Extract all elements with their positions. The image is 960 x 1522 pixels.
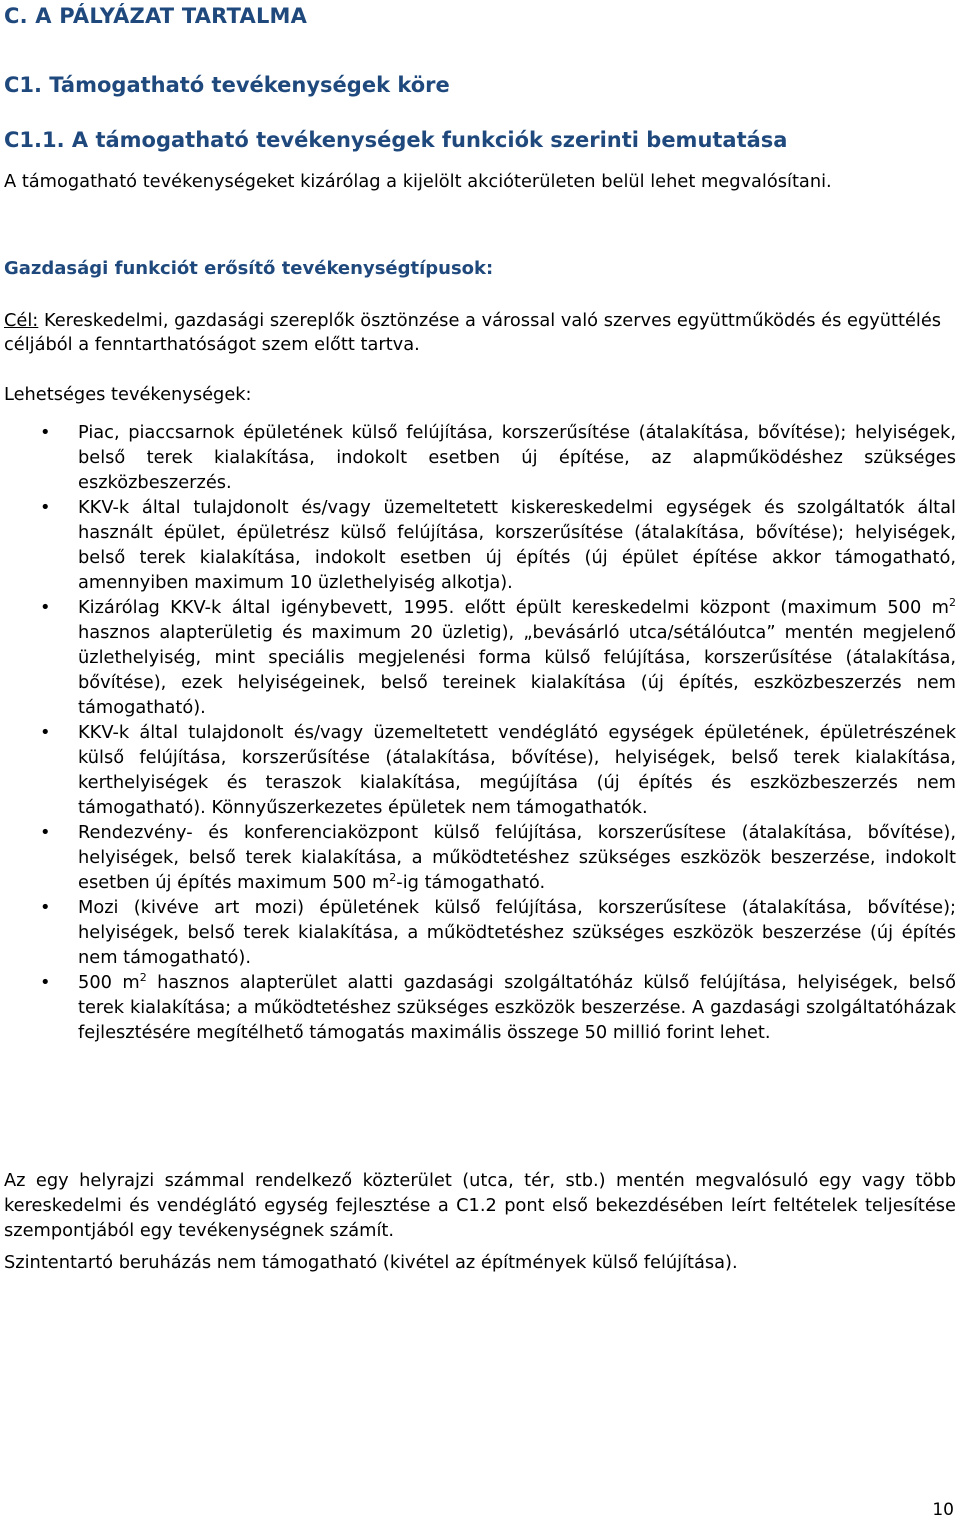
list-item [4,595,956,720]
list-item-text: hasznos alapterület alatti gazdasági szolgáltatóház külső felújítása, helyiségek, belső terek kialakítása; a működtetéshez szükséges eszközök beszerzése. A gazdasági szolgáltatóházak fejlesztésére megítélhető támogatás maximális összege 50 millió forint lehet. [78,972,956,1043]
list-item [4,720,956,820]
bullet-icon: • [40,822,51,843]
page-number: 10 [932,1500,954,1520]
list-item-text: KKV-k által tulajdonolt és/vagy üzemeltetett vendéglátó egységek épületének, épületrészének külső felújítása, korszerűsítése (átalakítása, bővítése), helyiségek, belső terek kialakítása, kerthelyiségek és teraszok kialakítása, megújítása (új építés és eszközbeszerzés nem támogatható). Könnyűszerkezetes épületek nem támogathatók. [78,722,956,818]
list-item-text: 500 m [78,972,140,993]
bullet-icon: • [40,722,51,743]
list-item-text: Mozi (kivéve art mozi) épületének külső felújítása, korszerűsítese (átalakítása, bővítése); helyiségek, belső terek kialakítása, a működtetéshez szükséges eszközök beszerzése (új építés nem támogatható). [78,897,956,968]
bullet-icon: • [40,422,51,443]
list-item-text: hasznos alapterületig és maximum 20 üzletig), „bevásárló utca/sétálóutca” mentén megjelenő üzlethelyiség, mint speciális megjelenési forma külső felújítása, korszerűsítése (átalakítása, bővítése), ezek helyiségeinek, belső tereinek kialakítása (új építés, eszközbeszerzés nem támogatható). [78,622,956,718]
superscript: 2 [389,871,397,885]
goal-label: Cél: [4,310,39,331]
list-item [4,970,956,1045]
list-item [4,420,956,495]
list-item [4,895,956,970]
superscript: 2 [949,596,956,610]
heading-c1-1: C1.1. A támogatható tevékenységek funkciók szerinti bemutatása [4,128,788,152]
list-item-text: Kizárólag KKV-k által igénybevett, 1995. előtt épült kereskedelmi központ (maximum 500 m [78,597,949,618]
goal-paragraph [4,309,956,357]
subheading-economic-function: Gazdasági funkciót erősítő tevékenységtípusok: [4,258,494,279]
activity-list [4,420,956,1045]
paragraph-maintenance: Szintentartó beruházás nem támogatható (kivétel az építmények külső felújítása). [4,1252,738,1273]
heading-section-c: C. A PÁLYÁZAT TARTALMA [4,4,308,28]
bullet-icon: • [40,497,51,518]
heading-c1: C1. Támogatható tevékenységek köre [4,73,450,97]
superscript: 2 [139,971,147,985]
list-item-text: -ig támogatható. [396,872,546,893]
paragraph-street-rule: Az egy helyrajzi számmal rendelkező közterület (utca, tér, stb.) mentén megvalósuló egy vagy több kereskedelmi és vendéglátó egység fejlesztése a C1.2 pont első bekezdésében leírt feltételek teljesítése szempontjából egy tevékenységnek számít. [4,1170,956,1241]
goal-text: Kereskedelmi, gazdasági szereplők ösztönzése a várossal való szerves együttműködés és együttélés céljából a fenntarthatóságot szem előtt tartva. [4,310,942,355]
bullet-icon: • [40,597,51,618]
list-item-text: KKV-k által tulajdonolt és/vagy üzemeltetett kiskereskedelmi egységek és szolgáltatók által használt épület, épületrész külső felújítása, korszerűsítése (átalakítása, bővítése); helyiségek, belső terek kialakítása, indokolt esetben új építés (új épület építése akkor támogatható, amennyiben maximum 10 üzlethelyiség alkotja). [78,497,956,593]
possible-activities-label: Lehetséges tevékenységek: [4,384,252,405]
list-item [4,820,956,895]
list-item-text: Rendezvény- és konferenciaközpont külső felújítása, korszerűsítese (átalakítása, bővítése), helyiségek, belső terek kialakítása, a működtetéshez szükséges eszközök beszerzése, indokolt esetben új építés maximum 500 m [78,822,956,893]
bullet-icon: • [40,897,51,918]
list-item [4,495,956,595]
list-item-text: Piac, piaccsarnok épületének külső felújítása, korszerűsítése (átalakítása, bővítése); helyiségek, belső terek kialakítása, indokolt esetben új építése, az alapműködéshez szükséges eszközbeszerzés. [78,422,956,493]
intro-paragraph: A támogatható tevékenységeket kizárólag a kijelölt akcióterületen belül lehet megvalósítani. [4,171,832,192]
bullet-icon: • [40,972,51,993]
